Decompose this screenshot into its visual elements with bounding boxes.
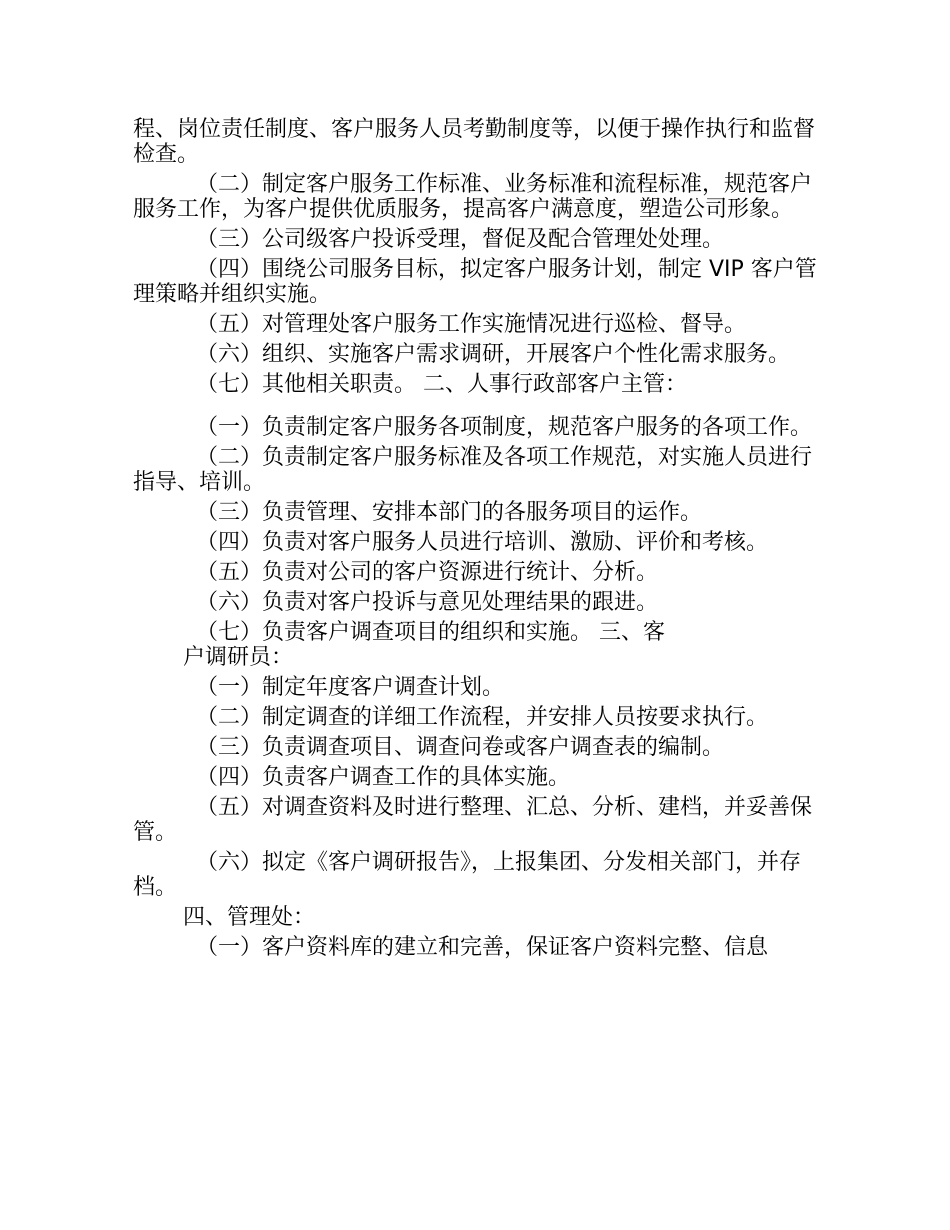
paragraph-item: （七）负责客户调查项目的组织和实施。 三、客 [196,620,665,645]
paragraph-item: （六）负责对客户投诉与意见处理结果的跟进。 [196,590,659,615]
paragraph-item: （五）对调查资料及时进行整理、汇总、分析、建档，并妥善保管。 [133,795,813,845]
paragraph-item: （三）公司级客户投诉受理，督促及配合管理处处理。 [196,227,725,252]
paragraph-item: （五）负责对公司的客户资源进行统计、分析。 [196,560,659,585]
paragraph-item: （五）对管理处客户服务工作实施情况进行巡检、督导。 [196,312,747,337]
paragraph-item: （四）负责客户调查工作的具体实施。 [196,765,571,790]
paragraph-item: （一）客户资料库的建立和完善，保证客户资料完整、信息 [196,935,769,960]
paragraph-item: （三）负责调查项目、调查问卷或客户调查表的编制。 [196,735,725,760]
paragraph-item: （四）负责对客户服务人员进行培训、激励、评价和考核。 [196,530,769,555]
section-heading: 户调研员： [183,645,294,670]
paragraph-item: （一）负责制定客户服务各项制度，规范客户服务的各项工作。 [196,415,813,440]
paragraph-item: （四）围绕公司服务目标，拟定客户服务计划，制定 VIP 客户管理策略并组织实施。 [133,257,817,307]
paragraph-item: （二）负责制定客户服务标准及各项工作规范，对实施人员进行指导、培训。 [133,445,813,495]
section-heading: 四、管理处： [183,905,316,930]
paragraph-item: （六）拟定《客户调研报告》，上报集团、分发相关部门，并存档。 [133,850,802,900]
paragraph-item: （二）制定调查的详细工作流程，并安排人员按要求执行。 [196,705,769,730]
paragraph-item: （一）制定年度客户调查计划。 [196,675,505,700]
paragraph-continuation: 程、岗位责任制度、客户服务人员考勤制度等，以便于操作执行和监督检查。 [133,117,816,167]
paragraph-item: （六）组织、实施客户需求调研，开展客户个性化需求服务。 [196,342,791,367]
paragraph-item: （二）制定客户服务工作标准、业务标准和流程标准，规范客户服务工作，为客户提供优质服务，提高客户满意度，塑造公司形象。 [133,172,813,222]
document-body [133,117,833,965]
paragraph-item: （三）负责管理、安排本部门的各服务项目的运作。 [196,500,703,525]
paragraph-item: （七）其他相关职责。 二、人事行政部客户主管： [196,372,687,397]
